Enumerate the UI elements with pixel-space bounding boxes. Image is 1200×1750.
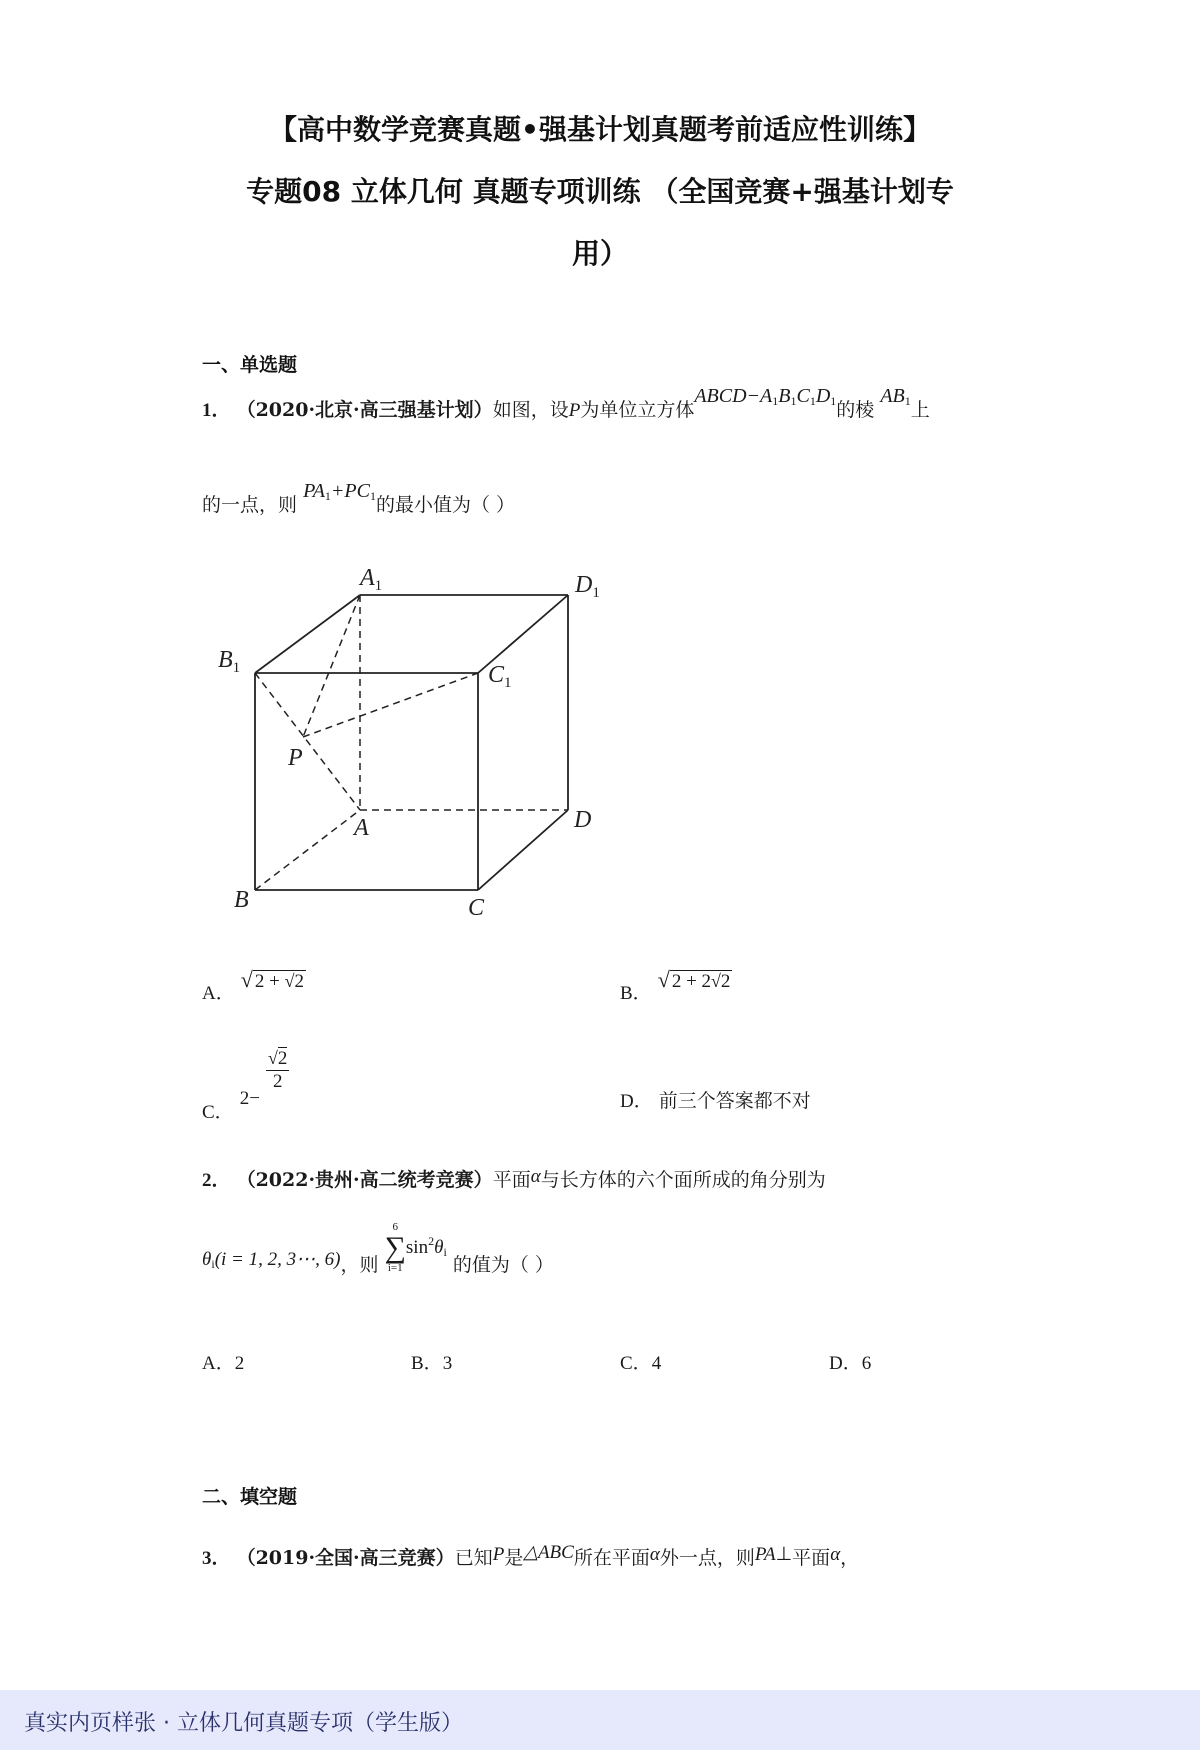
q2-option-a[interactable]: A．2 (202, 1353, 245, 1374)
footer-caption: 真实内页样张 · 立体几何真题专项（学生版） (24, 1711, 463, 1736)
q2-source: （2022·贵州·高二统考竞赛） (236, 1169, 493, 1191)
q1-option-d-text: 前三个答案都不对 (658, 1090, 811, 1112)
title-line-3: 用） (571, 237, 628, 270)
label-a: A (354, 815, 369, 841)
label-b: B (234, 887, 249, 913)
q2-option-d[interactable]: D．6 (829, 1353, 872, 1374)
q1-text-d: 上 (910, 399, 930, 421)
q2-alpha: α (530, 1166, 541, 1187)
q1-text-f: 的最小值为（ ） (375, 494, 516, 516)
q3-number: 3． (202, 1548, 231, 1569)
q2-number: 2． (202, 1170, 231, 1191)
label-c1: $C_1$ (488, 662, 512, 691)
cube-figure (200, 555, 620, 925)
q2-line-2: $\theta_i(i = 1$, 2, 3⋯, 6)，则 6 ∑ i=1 $\sin^2\theta_i$ 的值为（ ） (202, 1221, 554, 1276)
title-line-1: 【高中数学竞赛真题•强基计划真题考前适应性训练】 (269, 113, 931, 146)
q1-option-c[interactable]: C． 2− $\frac{√2}{2}$ (202, 1048, 288, 1123)
q1-expression: $PA_1+PC_1$ (303, 480, 376, 503)
q1-option-b-value: √ 2 + 2√2 (657, 967, 731, 992)
seg-p-c1 (303, 673, 478, 737)
q2-theta-range: $\theta_i(i = 1$, 2, 3⋯, 6) (202, 1249, 341, 1271)
diag-b1-a (255, 673, 360, 810)
edge-c-d (478, 810, 568, 890)
q1-text-c: 的棱 (836, 399, 875, 421)
label-p: P (288, 745, 303, 771)
q3-triangle: △ABC (523, 1542, 574, 1563)
label-a1: $A_1$ (360, 565, 383, 594)
q3-text-a: 已知 (454, 1547, 493, 1569)
q2-option-b[interactable]: B．3 (411, 1353, 453, 1374)
q1-text-e: 的一点，则 (202, 494, 298, 516)
q1-source: （2020·北京·高三强基计划） (236, 399, 493, 421)
label-d: D (574, 807, 592, 833)
q2-text-d: 的值为（ ） (452, 1254, 554, 1276)
q1-option-c-whole: 2 (239, 1087, 250, 1109)
q1-number: 1． (202, 400, 231, 421)
q1-var-p: P (568, 400, 581, 421)
q1-text-b: 为单位立方体 (580, 399, 695, 421)
q1-edge: $AB_1$ (880, 385, 911, 408)
q1-option-d[interactable]: D． 前三个答案都不对 (620, 1090, 811, 1112)
q1-cube-name: $ABCD-A_1B_1C_1D_1$ (694, 385, 837, 408)
q1-option-a-value: √ 2 + √2 (240, 967, 304, 992)
footer-bar (0, 1690, 1200, 1750)
q2-option-c[interactable]: C．4 (620, 1353, 662, 1374)
q3-source: （2019·全国·高三竞赛） (236, 1547, 455, 1569)
q1-line-1 (202, 385, 930, 423)
q2-sum: 6 ∑ i=1 (384, 1221, 406, 1274)
q1-option-c-fraction: $\frac{√2}{2}$ (268, 1048, 288, 1092)
q1-option-b[interactable]: B． √ 2 + 2√2 (620, 967, 731, 1004)
q2-line-1 (202, 1165, 826, 1192)
section-single-choice: 一、单选题 (202, 354, 298, 376)
section-fill-blank: 二、填空题 (202, 1486, 298, 1508)
title-line-2: 专题08 立体几何 真题专项训练 （全国竞赛+强基计划专 (246, 175, 954, 208)
q1-option-a[interactable]: A． √ 2 + √2 (202, 967, 304, 1004)
q2-text-c: ，则 (340, 1254, 379, 1276)
q2-text-a: 平面 (492, 1169, 531, 1191)
label-d1: $D_1$ (575, 572, 600, 601)
label-b1: $B_1$ (218, 647, 241, 676)
q1-text-a: 如图，设 (492, 399, 569, 421)
edge-b-a (255, 810, 360, 890)
q3-line-1: 3． （2019·全国·高三竞赛）已知P是△ABC所在平面α外一点，则PA⊥平面α， (202, 1542, 860, 1569)
label-c: C (468, 895, 485, 921)
q2-text-b: 与长方体的六个面所成的角分别为 (540, 1169, 826, 1191)
q1-line-2 (202, 480, 516, 518)
